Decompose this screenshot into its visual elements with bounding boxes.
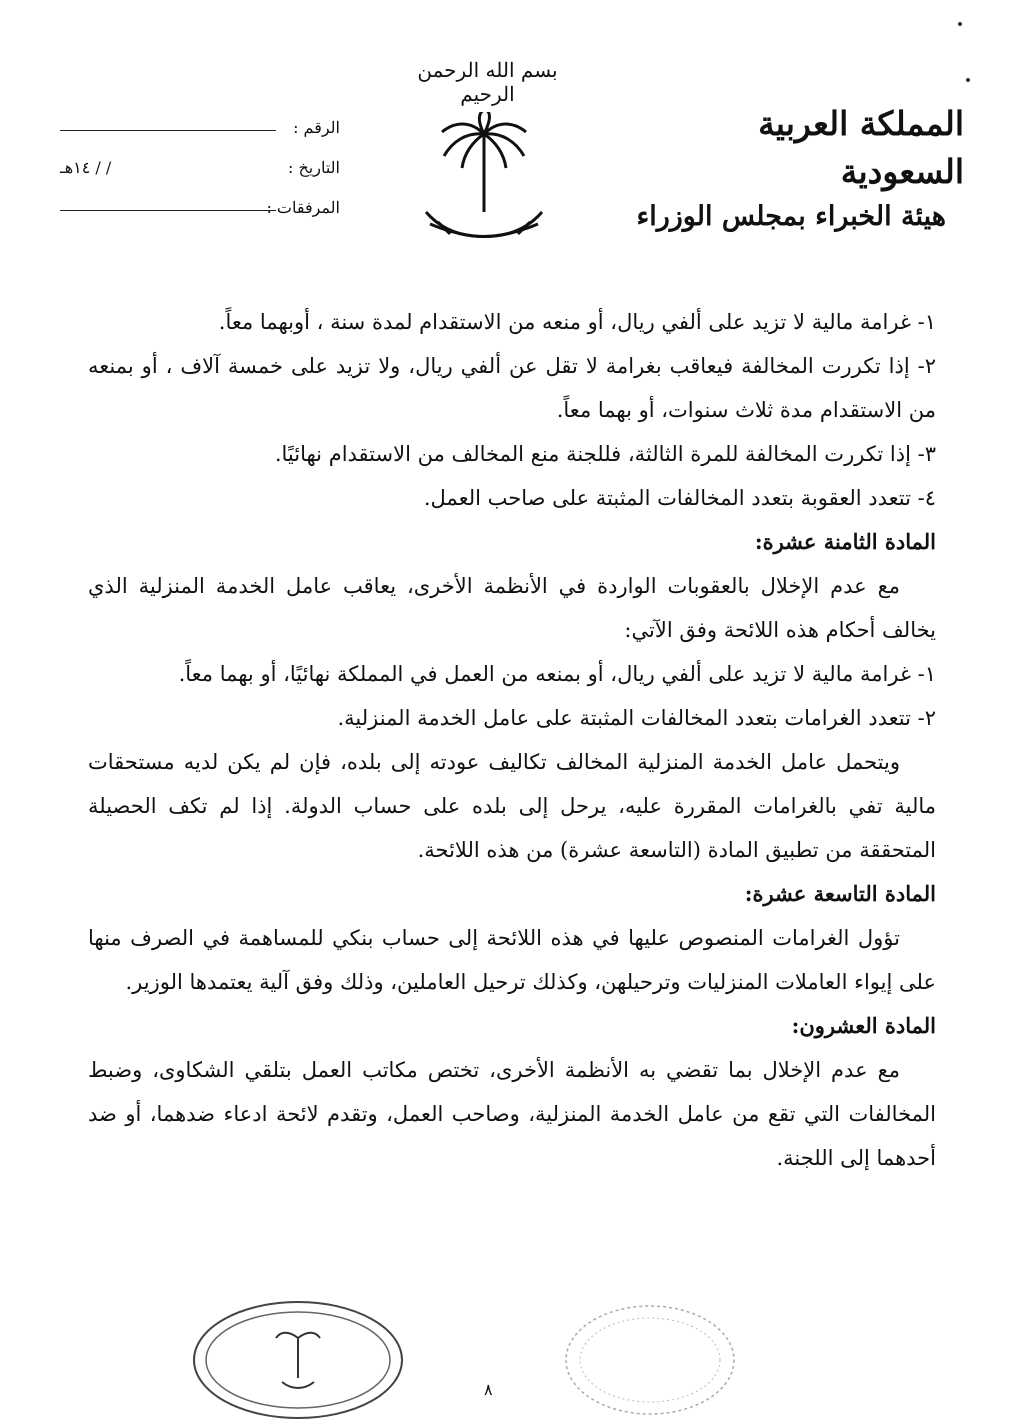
attachments-label: المرفقات : [266, 198, 340, 217]
list-item: ٣- إذا تكررت المخالفة للمرة الثالثة، فللجنة منع المخالف من الاستقدام نهائيًا. [274, 442, 936, 466]
list-item: ٢- إذا تكررت المخالفة فيعاقب بغرامة لا تقل عن ألفي ريال، ولا تزيد على خمسة آلاف ، أو بمنعه من الاستقدام مدة ثلاث سنوات، أو بهما معاً. [88, 354, 936, 422]
attachments-line [60, 210, 276, 211]
ref-line [60, 130, 276, 131]
saudi-emblem-icon [420, 112, 548, 262]
scan-speck [966, 78, 970, 82]
document-body [88, 300, 936, 1180]
article-18-intro: مع عدم الإخلال بالعقوبات الواردة في الأنظمة الأخرى، يعاقب عامل الخدمة المنزلية الذي يخالف أحكام هذه اللائحة وفق الآتي: [88, 574, 936, 642]
org-line-2: هيئة الخبراء بمجلس الوزراء [636, 201, 946, 232]
organization-header [624, 100, 964, 238]
article-18-heading: المادة الثامنة عشرة: [754, 529, 936, 554]
official-stamp-icon [188, 1298, 408, 1422]
article-20-heading: المادة العشرون: [791, 1013, 936, 1038]
list-item: ٤- تتعدد العقوبة بتعدد المخالفات المثبتة على صاحب العمل. [423, 486, 936, 510]
page-number: ٨ [484, 1380, 493, 1399]
org-line-1: المملكة العربية السعودية [758, 104, 964, 191]
list-item: ١- غرامة مالية لا تزيد على ألفي ريال، أو بمنعه من العمل في المملكة نهائيًا، أو بهما معاً. [178, 662, 936, 686]
date-label: التاريخ : [287, 158, 340, 177]
date-value: / / ١٤هـ [60, 158, 112, 177]
faded-stamp-icon [560, 1300, 740, 1420]
ref-label: الرقم : [293, 118, 340, 137]
article-19-heading: المادة التاسعة عشرة: [744, 881, 936, 906]
basmala: بسم الله الرحمن الرحيم [417, 58, 558, 106]
reference-block [60, 118, 340, 238]
article-19-text: تؤول الغرامات المنصوص عليها في هذه اللائحة إلى حساب بنكي للمساهمة في الصرف منها على إيواء العاملات المنزليات وترحيلهن، وكذلك ترحيل العاملين، وذلك وفق آلية يعتمدها الوزير. [88, 926, 936, 994]
article-18-closing: ويتحمل عامل الخدمة المنزلية المخالف تكاليف عودته إلى بلده، فإن لم يكن لديه مستحقات مالية تفي بالغرامات المقررة عليه، يرحل إلى بلده على حساب الدولة. إذا لم تكف الحصيلة المتحققة من تطبيق المادة (التاسعة عشرة) من هذه اللائحة. [88, 750, 936, 862]
list-item: ٢- تتعدد الغرامات بتعدد المخالفات المثبتة على عامل الخدمة المنزلية. [337, 706, 936, 730]
article-20-text: مع عدم الإخلال بما تقضي به الأنظمة الأخرى، تختص مكاتب العمل بتلقي الشكاوى، وضبط المخالفات التي تقع من عامل الخدمة المنزلية، وصاحب العمل، وتقدم لائحة ادعاء ضدهما، أو ضد أحدهما إلى اللجنة. [88, 1058, 936, 1170]
scan-speck [958, 22, 962, 26]
list-item: ١- غرامة مالية لا تزيد على ألفي ريال، أو منعه من الاستقدام لمدة سنة ، أوبهما معاً. [218, 310, 936, 334]
